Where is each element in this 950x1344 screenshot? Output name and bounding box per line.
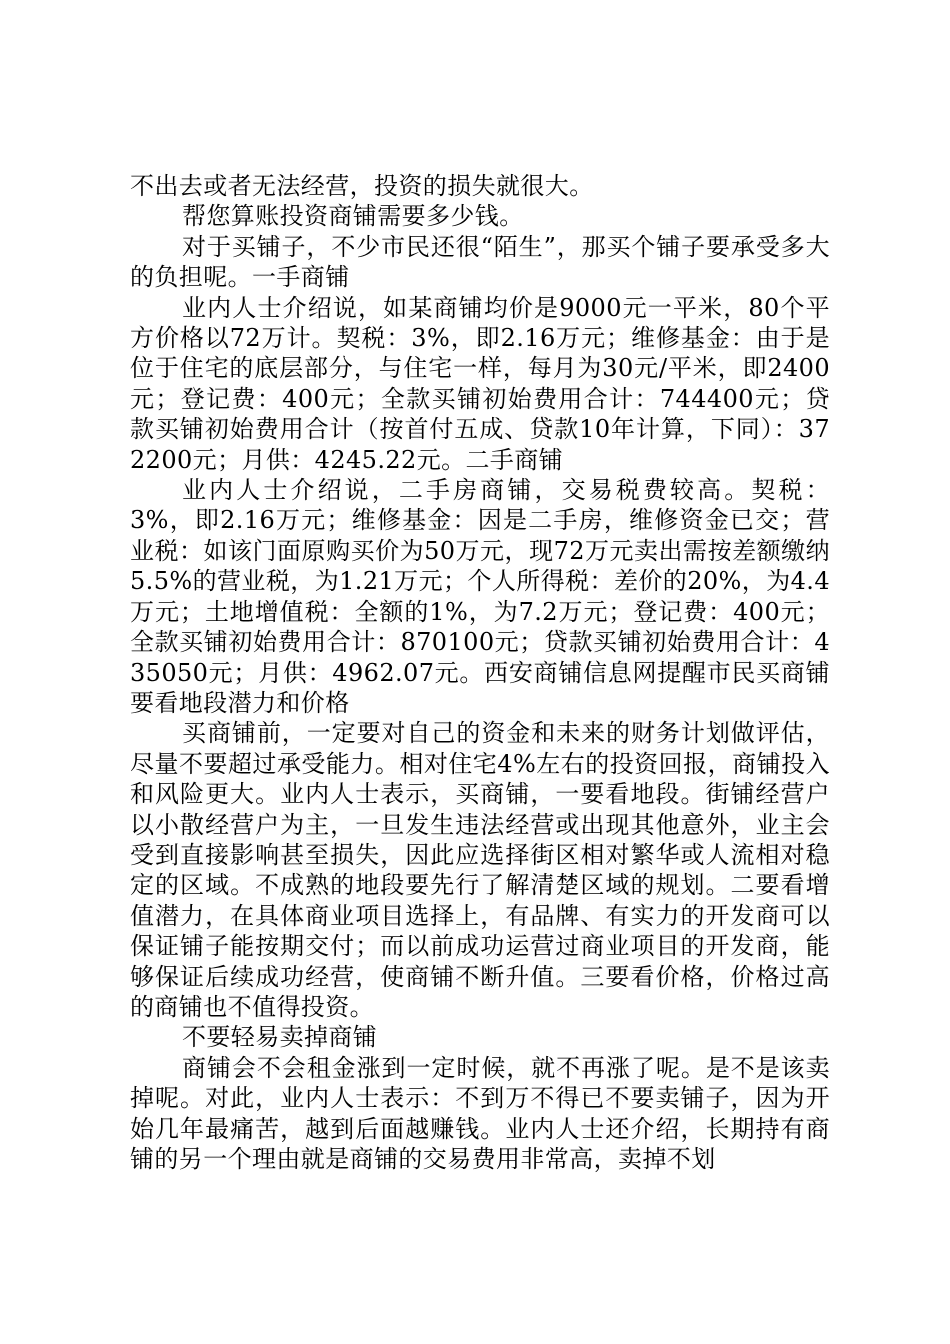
document-body (130, 171, 830, 1174)
paragraph-dont-sell: 商铺会不会租金涨到一定时候，就不再涨了呢。是不是该卖掉呢。对此，业内人士表示：不到万不得已不要卖铺子，因为开始几年最痛苦，越到后面越赚钱。业内人士还介绍，长期持有商铺的另一个理由就是商铺的交易费用非常高，卖掉不划 (130, 1053, 830, 1173)
paragraph-section-heading: 不要轻易卖掉商铺 (182, 1023, 378, 1052)
paragraph-evaluation-advice: 买商铺前，一定要对自己的资金和未来的财务计划做评估，尽量不要超过承受能力。相对住宅4%左右的投资回报，商铺投入和风险更大。业内人士表示，买商铺，一要看地段。街铺经营户以小散经营户为主，一旦发生违法经营或出现其他意外，业主会受到直接影响甚至损失，因此应选择街区相对繁华或人流相对稳定的区域。不成熟的地段要先行了解清楚区域的规划。二要看增值潜力，在具体商业项目选择上，有品牌、有实力的开发商可以保证铺子能按期交付；而以前成功运营过商业项目的开发商，能够保证后续成功经营，使商铺不断升值。三要看价格，价格过高的商铺也不值得投资。 (130, 719, 830, 1021)
paragraph-buying-burden: 对于买铺子，不少市民还很“陌生”，那买个铺子要承受多大的负担呢。一手商铺 (130, 232, 830, 292)
paragraph-continuation: 不出去或者无法经营，投资的损失就很大。 (130, 172, 594, 200)
paragraph-new-shop-costs: 业内人士介绍说，如某商铺均价是9000元一平米，80个平方价格以72万计。契税：3%，即2.16万元；维修基金：由于是位于住宅的底层部分，与住宅一样，每月为30元/平米，即2400元；登记费：400元；全款买铺初始费用合计：744400元；贷款买铺初始费用合计（按首付五成、贷款10年计算，下同）：372200元；月供：4245.22元。二手商铺 (130, 293, 830, 474)
paragraph-second-hand-costs: 业内人士介绍说，二手房商铺，交易税费较高。契税：3%，即2.16万元；维修基金：因是二手房，维修资金已交；营业税：如该门面原购买价为50万元，现72万元卖出需按差额缴纳5.5%的营业税，为1.21万元；个人所得税：差价的20%，为4.4万元；土地增值税：全额的1%，为7.2万元；登记费：400元；全款买铺初始费用合计：870100元；贷款买铺初始费用合计：435050元；月供：4962.07元。西安商铺信息网提醒市民买商铺要看地段潜力和价格 (130, 476, 830, 717)
paragraph-calculation-heading: 帮您算账投资商铺需要多少钱。 (182, 202, 524, 231)
